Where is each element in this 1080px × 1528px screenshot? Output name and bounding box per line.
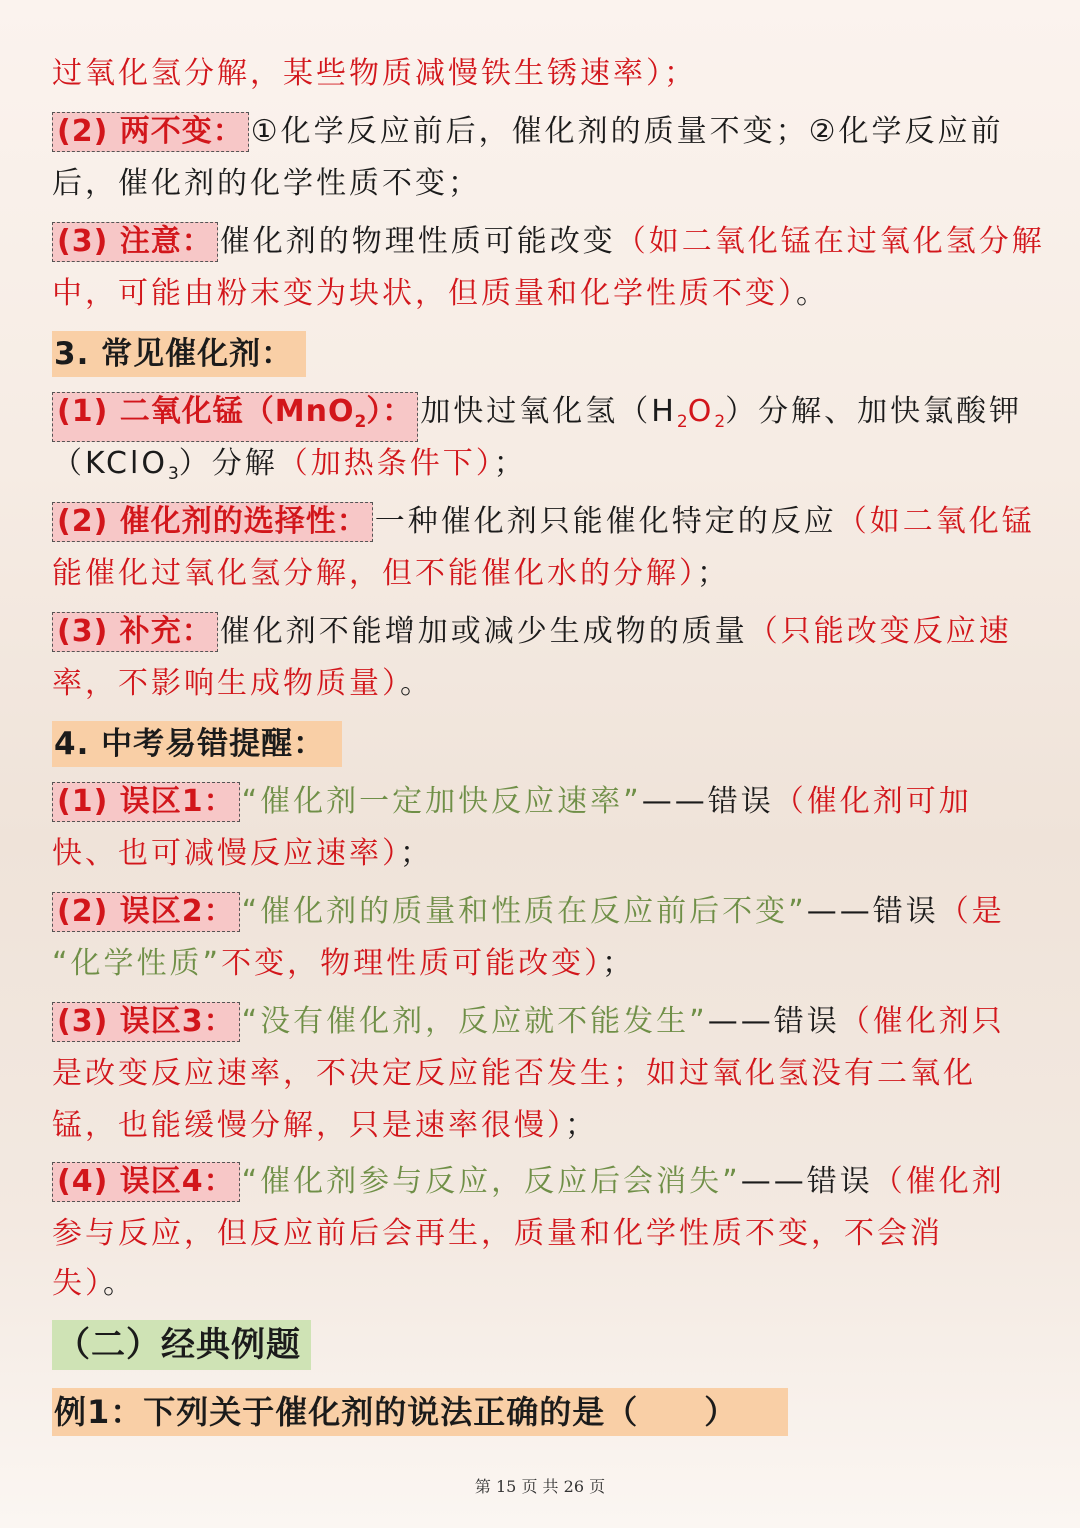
- label-tag: (1) 误区1：: [52, 782, 240, 822]
- section-heading-common-catalysts: 3. 常见催化剂：: [52, 331, 306, 377]
- label-tag: (2) 催化剂的选择性：: [52, 502, 373, 542]
- label-tag: (3) 补充：: [52, 612, 218, 652]
- label-tag: (3) 误区3：: [52, 1002, 240, 1042]
- text-line: 能催化过氧化氢分解，但不能催化水的分解）；: [52, 556, 730, 591]
- current-page-number: 15: [496, 1477, 517, 1496]
- text-line: 过氧化氢分解，某些物质减慢铁生锈速率）；: [52, 56, 697, 91]
- text-line: 锰，也能缓慢分解，只是速率很慢）；: [52, 1108, 598, 1143]
- item-selectivity: (2) 催化剂的选择性： 一种催化剂只能催化特定的反应（如二氧化锰: [52, 502, 1032, 542]
- item-note: (3) 注意： 催化剂的物理性质可能改变（如二氧化锰在过氧化氢分解: [52, 222, 1032, 262]
- label-tag: (2) 两不变：: [52, 112, 249, 152]
- section-heading-common-mistakes: 4. 中考易错提醒：: [52, 721, 342, 767]
- item-mistake-2: (2) 误区2： “催化剂的质量和性质在反应前后不变”——错误（是: [52, 892, 1032, 932]
- item-two-invariants: (2) 两不变： ①化学反应前后，催化剂的质量不变；②化学反应前: [52, 112, 1032, 152]
- page-footer: 第 15 页 共 26 页: [474, 1477, 606, 1496]
- label-tag: (4) 误区4：: [52, 1162, 240, 1202]
- text-line: 参与反应，但反应前后会再生，质量和化学性质不变，不会消: [52, 1216, 943, 1251]
- text-line: 是改变反应速率，不决定反应能否发生；如过氧化氢没有二氧化: [52, 1056, 976, 1091]
- text-line: 中，可能由粉末变为块状，但质量和化学性质不变）。: [52, 276, 829, 311]
- example-1-question: 例1：下列关于催化剂的说法正确的是（ ）: [52, 1388, 788, 1436]
- label-tag: (1) 二氧化锰（MnO$_2$）：: [52, 392, 418, 442]
- item-mno2: (1) 二氧化锰（MnO$_2$）： 加快过氧化氢$(H_2O_2)$分解、加快氯酸钾: [52, 392, 1032, 442]
- text-line: （KClO$_3$）分解（加热条件下）；: [52, 446, 527, 484]
- text-line: 后，催化剂的化学性质不变；: [52, 166, 481, 201]
- item-mistake-3: (3) 误区3： “没有催化剂，反应就不能发生”——错误（催化剂只: [52, 1002, 1032, 1042]
- total-page-count: 26: [563, 1477, 584, 1496]
- section-heading-classic-examples: （二）经典例题: [52, 1320, 311, 1370]
- text-line: 率，不影响生成物质量）。: [52, 666, 433, 701]
- text-line: 快、也可减慢反应速率）；: [52, 836, 433, 871]
- text-line: “化学性质”不变，物理性质可能改变）；: [52, 946, 636, 981]
- label-tag: (2) 误区2：: [52, 892, 240, 932]
- label-tag: (3) 注意：: [52, 222, 218, 262]
- item-supplement: (3) 补充： 催化剂不能增加或减少生成物的质量（只能改变反应速: [52, 612, 1032, 652]
- text-line: 失）。: [52, 1266, 136, 1301]
- item-mistake-4: (4) 误区4： “催化剂参与反应，反应后会消失”——错误（催化剂: [52, 1162, 1032, 1202]
- item-mistake-1: (1) 误区1： “催化剂一定加快反应速率”——错误（催化剂可加: [52, 782, 1032, 822]
